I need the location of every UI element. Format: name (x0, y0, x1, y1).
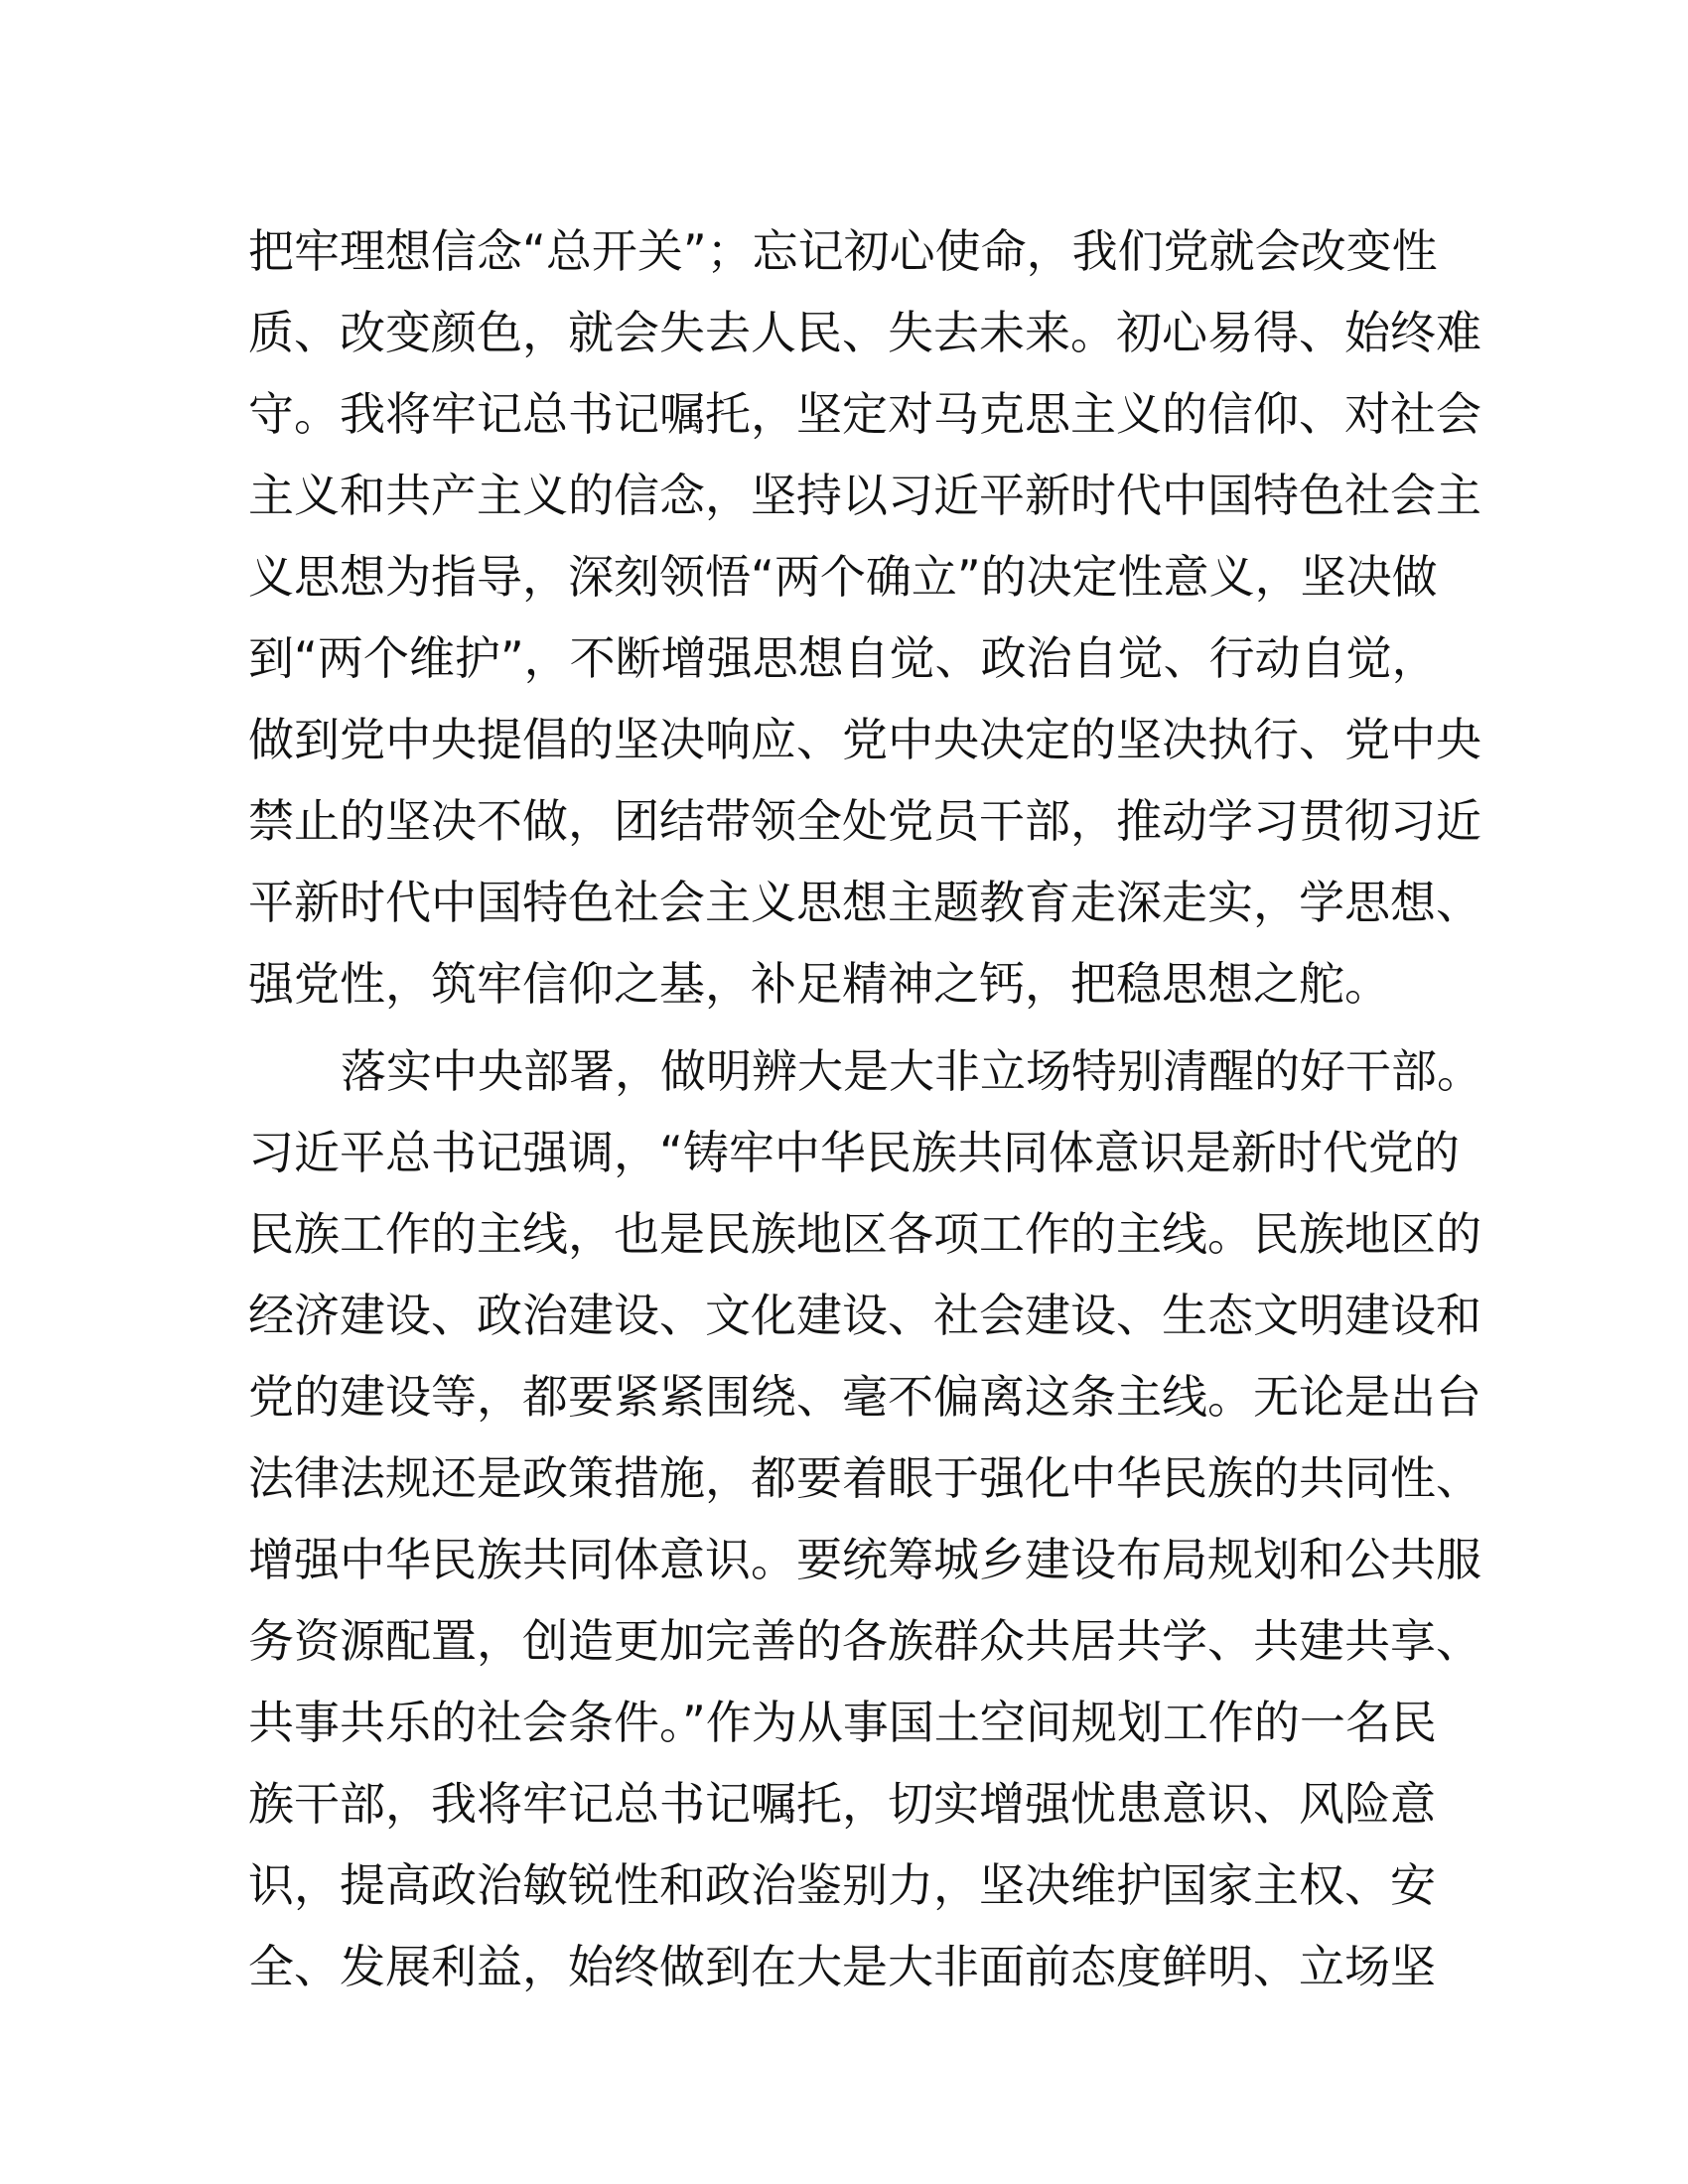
text-line: 增强中华民族共同体意识。要统筹城乡建设布局规划和公共服 (248, 1533, 1481, 1586)
text-line: 做到党中央提倡的坚决响应、党中央决定的坚决执行、党中央 (248, 713, 1481, 766)
text-line: 共事共乐的社会条件。”作为从事国土空间规划工作的一名民 (248, 1696, 1437, 1749)
text-line: 把牢理想信念“总开关”；忘记初心使命，我们党就会改变性 (248, 224, 1438, 278)
text-line: 党的建设等，都要紧紧围绕、毫不偏离这条主线。无论是出台 (248, 1370, 1481, 1424)
text-line: 质、改变颜色，就会失去人民、失去未来。初心易得、始终难 (248, 306, 1481, 359)
text-line: 主义和共产主义的信念，坚持以习近平新时代中国特色社会主 (248, 469, 1481, 522)
text-line: 习近平总书记强调，“铸牢中华民族共同体意识是新时代党的 (248, 1126, 1460, 1179)
text-line: 法律法规还是政策措施，都要着眼于强化中华民族的共同性、 (248, 1451, 1481, 1505)
text-line: 落实中央部署，做明辨大是大非立场特别清醒的好干部。 (341, 1044, 1482, 1098)
text-line: 守。我将牢记总书记嘱托，坚定对马克思主义的信仰、对社会 (248, 387, 1481, 441)
text-line: 民族工作的主线，也是民族地区各项工作的主线。民族地区的 (248, 1207, 1481, 1261)
text-line: 务资源配置，创造更加完善的各族群众共居共学、共建共享、 (248, 1614, 1481, 1668)
text-line: 到“两个维护”，不断增强思想自觉、政治自觉、行动自觉， (248, 631, 1438, 685)
text-line: 禁止的坚决不做，团结带领全处党员干部，推动学习贯彻习近 (248, 794, 1481, 848)
text-line: 族干部，我将牢记总书记嘱托，切实增强忧患意识、风险意 (248, 1777, 1436, 1831)
text-line: 识，提高政治敏锐性和政治鉴别力，坚决维护国家主权、安 (248, 1858, 1436, 1912)
paragraph-2 (248, 1030, 1482, 2007)
paragraph-1 (248, 210, 1481, 1024)
text-line: 经济建设、政治建设、文化建设、社会建设、生态文明建设和 (248, 1289, 1481, 1342)
text-line: 强党性，筑牢信仰之基，补足精神之钙，把稳思想之舵。 (248, 957, 1390, 1011)
text-line: 平新时代中国特色社会主义思想主题教育走深走实，学思想、 (248, 876, 1481, 929)
document-body (248, 210, 1482, 2007)
text-line: 全、发展利益，始终做到在大是大非面前态度鲜明、立场坚 (248, 1940, 1436, 1993)
text-line: 义思想为指导，深刻领悟“两个确立”的决定性意义，坚决做 (248, 550, 1438, 604)
